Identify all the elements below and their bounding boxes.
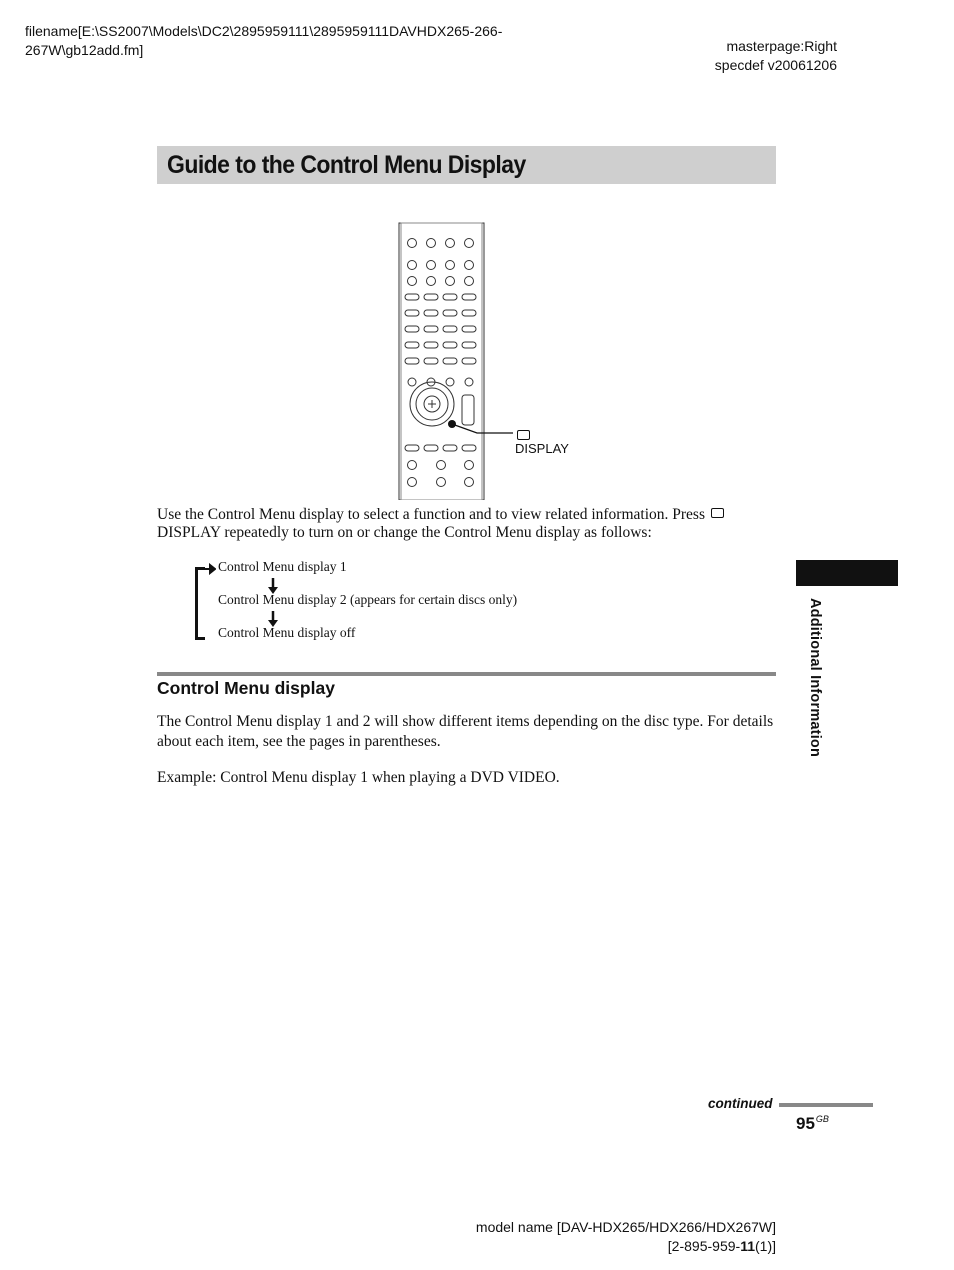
remote-button	[437, 461, 446, 470]
header-masterpage	[650, 37, 837, 75]
display-button	[448, 420, 456, 428]
remote-button	[462, 342, 476, 348]
model-name-line: model name [DAV-HDX265/HDX266/HDX267W]	[475, 1219, 776, 1235]
remote-button	[443, 326, 457, 332]
remote-button	[408, 261, 417, 270]
remote-button	[424, 342, 438, 348]
remote-button	[437, 478, 446, 487]
remote-button	[427, 277, 436, 286]
continued-label: continued	[708, 1096, 773, 1111]
remote-button	[405, 326, 419, 332]
section-paragraph: The Control Menu display 1 and 2 will show different items depending on the disc type. For details about each item, see the pages in parentheses.	[157, 713, 774, 750]
remote-button	[443, 310, 457, 316]
side-tab-label: Additional Information	[807, 598, 823, 758]
page-number	[796, 1114, 829, 1134]
remote-button	[462, 358, 476, 364]
intro-text-end: DISPLAY repeatedly to turn on or change the Control Menu display as follows:	[157, 524, 652, 541]
page-number-value: 95	[796, 1114, 815, 1133]
intro-text-start: Use the Control Menu display to select a function and to view related information. Press	[157, 506, 705, 523]
remote-button	[427, 261, 436, 270]
remote-button	[443, 342, 457, 348]
part-code-bold: 11	[740, 1238, 755, 1254]
side-tab-marker	[796, 560, 898, 586]
specdef-line: specdef v20061206	[714, 57, 837, 73]
remote-button	[408, 478, 417, 487]
remote-button	[446, 378, 454, 386]
header-filename	[25, 22, 545, 60]
display-icon	[517, 430, 530, 440]
remote-button	[424, 310, 438, 316]
remote-button	[408, 239, 417, 248]
display-icon	[711, 508, 724, 518]
remote-button	[465, 378, 473, 386]
remote-button	[443, 445, 457, 451]
remote-button	[424, 358, 438, 364]
remote-button	[465, 277, 474, 286]
remote-button	[424, 294, 438, 300]
remote-button	[465, 261, 474, 270]
remote-button	[405, 294, 419, 300]
flow-loop-arrowhead	[200, 563, 216, 575]
remote-button	[446, 239, 455, 248]
remote-button	[465, 478, 474, 487]
remote-button	[408, 461, 417, 470]
part-code-prefix: [2-895-959-	[667, 1238, 741, 1254]
remote-button	[446, 261, 455, 270]
filename-line-1: filename[E:\SS2007\Models\DC2\2895959111\2895959111DAVHDX265-266-	[25, 23, 503, 39]
remote-button	[408, 378, 416, 386]
flow-item: Control Menu display off	[218, 625, 356, 640]
intro-paragraph	[157, 506, 777, 542]
remote-button	[443, 294, 457, 300]
remote-button	[405, 445, 419, 451]
display-callout-label: DISPLAY	[515, 441, 569, 456]
filename-line-2: 267W\gb12add.fm]	[25, 42, 144, 58]
remote-button	[405, 342, 419, 348]
example-paragraph: Example: Control Menu display 1 when playing a DVD VIDEO.	[157, 769, 560, 786]
remote-button	[443, 358, 457, 364]
section-divider	[157, 672, 776, 676]
title-bar	[157, 146, 776, 184]
remote-button	[427, 239, 436, 248]
part-code-suffix: (1)]	[755, 1238, 776, 1254]
flow-item: Control Menu display 1	[218, 559, 347, 574]
remote-button	[462, 445, 476, 451]
flow-item: Control Menu display 2 (appears for certain discs only)	[218, 592, 518, 607]
remote-button	[465, 461, 474, 470]
page-title: Guide to the Control Menu Display	[167, 151, 526, 179]
footer-model-info	[430, 1218, 776, 1256]
remote-button	[424, 445, 438, 451]
continued-bar	[779, 1103, 873, 1107]
page-suffix: GB	[815, 1114, 829, 1124]
masterpage-line: masterpage:Right	[726, 38, 837, 54]
remote-button	[462, 326, 476, 332]
remote-button	[462, 310, 476, 316]
remote-button	[408, 277, 417, 286]
remote-button	[446, 277, 455, 286]
remote-button	[462, 294, 476, 300]
part-code-line	[430, 1237, 776, 1256]
section-heading: Control Menu display	[157, 678, 335, 698]
remote-button	[424, 326, 438, 332]
remote-button	[465, 239, 474, 248]
remote-button	[405, 310, 419, 316]
remote-control-illustration	[395, 220, 575, 500]
flow-loop-bracket	[195, 567, 205, 640]
remote-button	[405, 358, 419, 364]
